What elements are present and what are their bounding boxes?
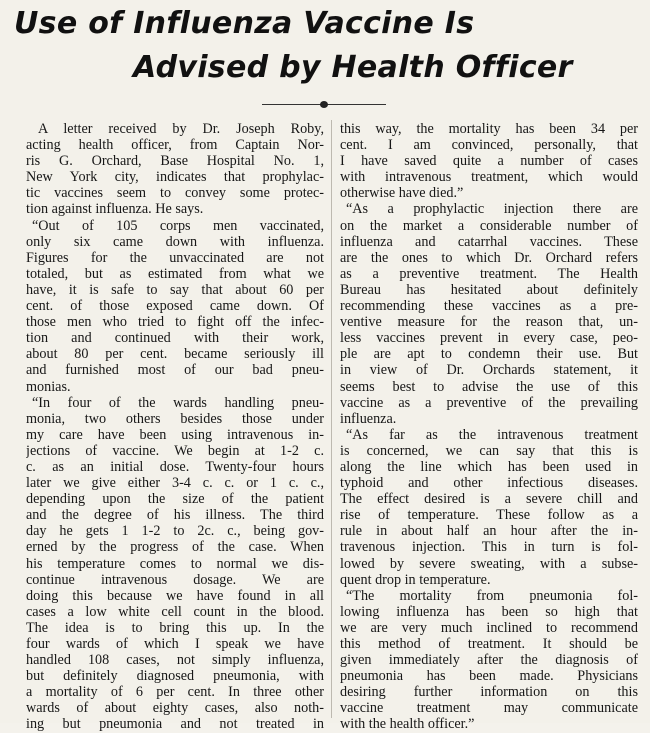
article-line: ventive measure for the reason that, un- (340, 314, 638, 331)
article-line: jections of vaccine. We begin at 1-2 c. (26, 442, 324, 459)
article-line: later we give either 3-4 c. c. or 1 c. c., (26, 475, 324, 492)
headline-rule-ornament (320, 101, 328, 108)
article-line: depending upon the size of the patient (26, 491, 324, 508)
article-line: cases a low white cell count in the blood. (26, 603, 324, 620)
article-line: this method of treatment. It should be (340, 636, 638, 652)
article-line: given immediately after the diagnosis of (340, 652, 638, 669)
article-line: I have saved quite a number of cases (340, 153, 638, 170)
headline-line-2: Advised by Health Officer (133, 50, 573, 85)
article-line: vaccine treatment may communicate (340, 700, 638, 717)
article-line: tion and continued with their work, (26, 330, 324, 347)
article-line: we are very much inclined to recommend (340, 619, 638, 636)
article-line: “In four of the wards handling pneu- (32, 394, 324, 411)
article-line: Figures for the unvaccinated are not (26, 249, 324, 266)
article-line: his temperature comes to normal we dis- (26, 555, 324, 572)
article-line: wards of about eighty cases, also noth- (26, 700, 324, 717)
article-line: New York city, indicates that prophylac- (26, 169, 324, 186)
headline-line-1: Use of Influenza Vaccine Is (14, 6, 475, 41)
article-line: “As a prophylactic injection there are (346, 201, 638, 218)
article-line: rule in about half an hour after the in- (340, 523, 638, 540)
article-line: “As far as the intravenous treatment (346, 426, 638, 443)
article-line: are the ones to which Dr. Orchard refers (340, 249, 638, 266)
article-line: less vaccines prevent in every case, peo- (340, 330, 638, 347)
article-line: A letter received by Dr. Joseph Roby, (38, 121, 324, 137)
article-line: in view of Dr. Orchards statement, it (340, 362, 638, 379)
article-line: typhoid and other infectious diseases. (340, 475, 638, 492)
article-line: lowed by severe sweating, with a subse- (340, 555, 638, 572)
article-line: four wards of which I speak we have (26, 636, 324, 652)
article-line: otherwise have died.” (340, 185, 464, 202)
article-line: as a preventive treatment. The Health (340, 265, 638, 282)
article-line: and the degree of his illness. The third (26, 507, 324, 524)
article-line: ing but pneumonia and not treated in (26, 716, 324, 733)
article-line: influenza and catarrhal vaccines. These (340, 233, 638, 250)
article-line: monia, two others besides those under (26, 410, 324, 427)
article-line: seems best to advise the use of this (340, 378, 638, 395)
article-line: cent. of those exposed came down. Of (26, 298, 324, 315)
article-line: tion against influenza. He says. (26, 201, 204, 218)
article-line: but definitely diagnosed pneumonia, with (26, 668, 324, 685)
article-line: desiring further information on this (340, 684, 638, 701)
article-line: influenza. (340, 410, 397, 427)
article-line: this way, the mortality has been 34 per (340, 121, 638, 137)
column-divider (331, 120, 332, 718)
article-line: continue intravenous dosage. We are (26, 571, 324, 588)
article-line: cent. I am convinced, personally, that (340, 137, 638, 154)
article-line: is concerned, we can say that this is (340, 442, 638, 459)
article-line: those men who tried to fight off the infec- (26, 314, 324, 331)
article-line: c. as an initial dose. Twenty-four hours (26, 458, 324, 475)
article-line: Bureau has hesitated about definitely (340, 281, 638, 298)
article-line: with the health officer.” (340, 716, 475, 733)
article-line: ple are apt to condemn their use. But (340, 346, 638, 363)
article-line: rise of temperature. These follow as a (340, 507, 638, 524)
article-line: vaccine as a preventive of the prevailing (340, 394, 638, 411)
article-line: doing this because we have found in all (26, 587, 324, 604)
article-line: about 80 per cent. became seriously ill (26, 346, 324, 363)
article-line: day he gets 1 1-2 to 2c. c., being gov- (26, 523, 324, 540)
article-line: and furnished most of our bad pneu- (26, 362, 324, 379)
article-line: only six came down with influenza. (26, 233, 324, 250)
article-line: handled 108 cases, not simply influenza, (26, 652, 324, 669)
article-line: “Out of 105 corps men vaccinated, (32, 217, 324, 234)
article-line: on the market a considerable number of (340, 217, 638, 234)
article-column-left (26, 121, 324, 733)
article-line: “The mortality from pneumonia fol- (346, 587, 638, 604)
article-line: The idea is to bring this up. In the (26, 619, 324, 636)
article-line: with intravenous treatment, which would (340, 169, 638, 186)
article-line: a mortality of 6 per cent. In three other (26, 684, 324, 701)
article-column-right (340, 121, 638, 733)
article-line: acting health officer, from Captain Nor- (26, 137, 324, 154)
article-line: ris G. Orchard, Base Hospital No. 1, (26, 153, 324, 170)
article-line: monias. (26, 378, 71, 395)
article-line: tic vaccines seem to convey some protec- (26, 185, 324, 202)
article-line: The effect desired is a severe chill and (340, 491, 638, 508)
article-line: along the line which has been used in (340, 458, 638, 475)
article-line: erned by the progress of the case. When (26, 539, 324, 556)
article-line: lowing influenza has been so high that (340, 603, 638, 620)
article-line: recommending these vaccines as a pre- (340, 298, 638, 315)
article-line: quent drop in temperature. (340, 571, 491, 588)
article-line: totaled, but as estimated from what we (26, 265, 324, 282)
article-line: have, it is safe to say that about 60 per (26, 281, 324, 298)
article-line: my care have been using intravenous in- (26, 426, 324, 443)
article-line: travenous injection. This in turn is fol- (340, 539, 638, 556)
article-line: pneumonia has been made. Physicians (340, 668, 638, 685)
